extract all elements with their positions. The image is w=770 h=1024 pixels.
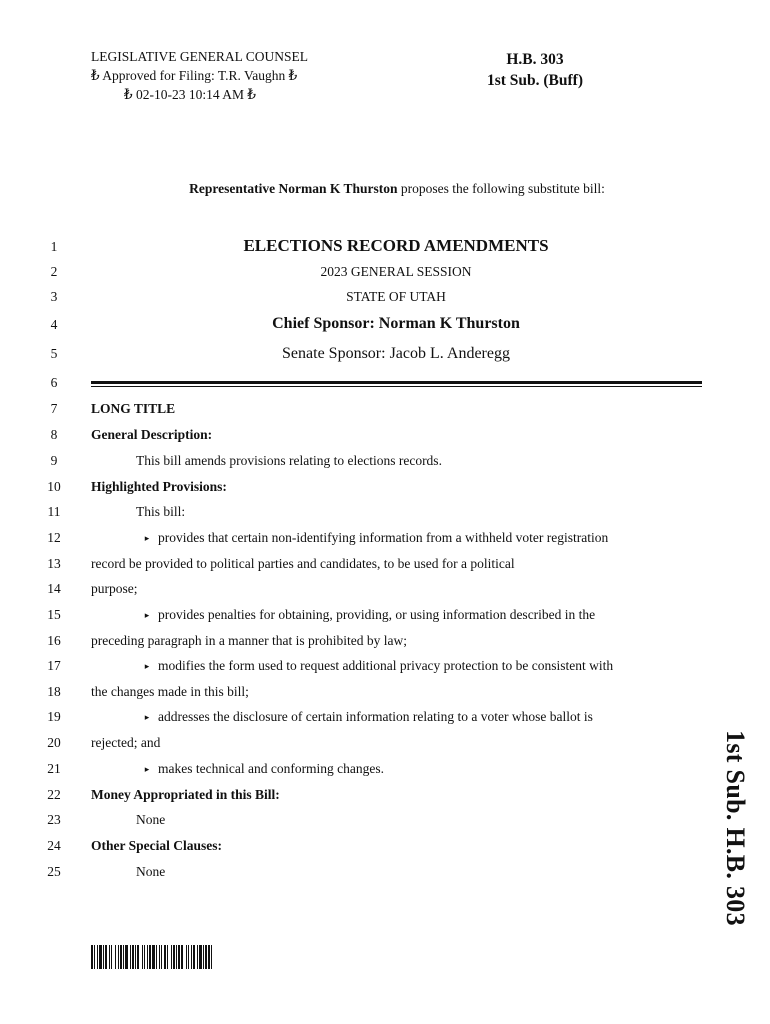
provision-bullet	[136, 529, 608, 547]
session: 2023 GENERAL SESSION	[320, 264, 472, 279]
bullet-icon: ▸	[144, 661, 150, 671]
provision-bullet	[136, 657, 613, 675]
line-number: 20	[47, 735, 61, 750]
line-19	[0, 708, 770, 732]
title-rule-thin	[91, 386, 702, 387]
line-3	[0, 288, 770, 312]
counsel-header	[91, 47, 308, 104]
barcode-bar	[212, 945, 214, 969]
provision-text: record be provided to political parties and candidates, to be used for a political	[91, 556, 515, 571]
long-title-heading: LONG TITLE	[91, 401, 176, 416]
barcode	[91, 945, 285, 969]
title-rule-thick	[91, 381, 702, 384]
senate-sponsor: Senate Sponsor: Jacob L. Anderegg	[282, 345, 510, 362]
line-number: 25	[47, 864, 61, 879]
line-14	[0, 580, 770, 604]
line-number: 24	[47, 838, 61, 853]
state: STATE OF UTAH	[346, 289, 446, 304]
chief-sponsor: Chief Sponsor: Norman K Thurston	[272, 315, 520, 332]
proposer-text: proposes the following substitute bill:	[397, 181, 605, 196]
description-text: This bill amends provisions relating to elections records.	[136, 453, 442, 468]
bill-title: ELECTIONS RECORD AMENDMENTS	[243, 236, 549, 255]
line-7	[0, 400, 770, 424]
line-11	[0, 503, 770, 527]
proposer-name: Representative Norman K Thurston	[189, 181, 398, 196]
substitute-label: 1st Sub. (Buff)	[486, 72, 584, 89]
line-number: 8	[50, 427, 58, 442]
line-1	[0, 236, 770, 260]
provision-text: modifies the form used to request additional privacy protection to be consistent with	[158, 658, 614, 673]
line-number: 16	[47, 633, 61, 648]
line-12	[0, 529, 770, 553]
line-number: 15	[47, 607, 61, 622]
line-number: 18	[47, 684, 61, 699]
provision-text: preceding paragraph in a manner that is prohibited by law;	[91, 633, 408, 648]
line-15	[0, 606, 770, 630]
bullet-icon: ▸	[144, 533, 150, 543]
line-22	[0, 786, 770, 810]
money-appropriated-heading: Money Appropriated in this Bill:	[91, 787, 280, 802]
money-appropriated-value: None	[136, 812, 166, 827]
line-9	[0, 452, 770, 476]
proposer-line	[0, 181, 770, 197]
line-number: 21	[47, 761, 61, 776]
line-2	[0, 263, 770, 287]
line-number: 14	[47, 581, 61, 596]
bullet-icon: ▸	[144, 712, 150, 722]
line-number: 1	[50, 239, 58, 254]
line-number: 4	[50, 317, 58, 332]
line-21	[0, 760, 770, 784]
approval-datetime: ₺ 02-10-23 10:14 AM ₺	[124, 87, 256, 102]
provision-text: makes technical and conforming changes.	[158, 761, 385, 776]
provision-text: the changes made in this bill;	[91, 684, 249, 699]
line-16	[0, 632, 770, 656]
approval-line: ₺ Approved for Filing: T.R. Vaughn ₺	[91, 68, 298, 83]
provision-text: purpose;	[91, 581, 138, 596]
bill-id-header	[470, 49, 600, 91]
provision-text: rejected; and	[91, 735, 161, 750]
line-number: 5	[50, 346, 58, 361]
line-4	[0, 314, 770, 338]
line-13	[0, 555, 770, 579]
provision-text: addresses the disclosure of certain information relating to a voter whose ballot is	[158, 709, 593, 724]
line-number: 6	[50, 375, 58, 390]
side-bill-label: 1st Sub. H.B. 303	[721, 730, 750, 926]
line-5	[0, 344, 770, 368]
other-clauses-heading: Other Special Clauses:	[91, 838, 222, 853]
line-number: 3	[50, 289, 58, 304]
line-number: 22	[47, 787, 61, 802]
line-number: 11	[47, 504, 61, 519]
line-24	[0, 837, 770, 861]
other-clauses-value: None	[136, 864, 166, 879]
line-number: 12	[47, 530, 61, 545]
provision-bullet	[136, 760, 384, 778]
provision-bullet	[136, 708, 593, 726]
line-8	[0, 426, 770, 450]
line-number: 17	[47, 658, 61, 673]
provision-bullet	[136, 606, 595, 624]
line-number: 13	[47, 556, 61, 571]
bill-number: H.B. 303	[506, 51, 564, 68]
line-number: 2	[50, 264, 58, 279]
provision-text: provides penalties for obtaining, providing, or using information described in the	[158, 607, 596, 622]
bullet-icon: ▸	[144, 610, 150, 620]
line-number: 7	[50, 401, 58, 416]
this-bill-text: This bill:	[136, 504, 186, 519]
line-number: 9	[50, 453, 58, 468]
line-17	[0, 657, 770, 681]
line-number: 10	[47, 479, 61, 494]
highlighted-provisions-heading: Highlighted Provisions:	[91, 479, 227, 494]
line-23	[0, 811, 770, 835]
line-20	[0, 734, 770, 758]
line-18	[0, 683, 770, 707]
provision-text: provides that certain non-identifying information from a withheld voter registration	[158, 530, 609, 545]
office-name: LEGISLATIVE GENERAL COUNSEL	[91, 49, 308, 64]
bullet-icon: ▸	[144, 764, 150, 774]
line-10	[0, 478, 770, 502]
line-25	[0, 863, 770, 887]
line-number: 19	[47, 709, 61, 724]
general-description-heading: General Description:	[91, 427, 213, 442]
line-number: 23	[47, 812, 61, 827]
